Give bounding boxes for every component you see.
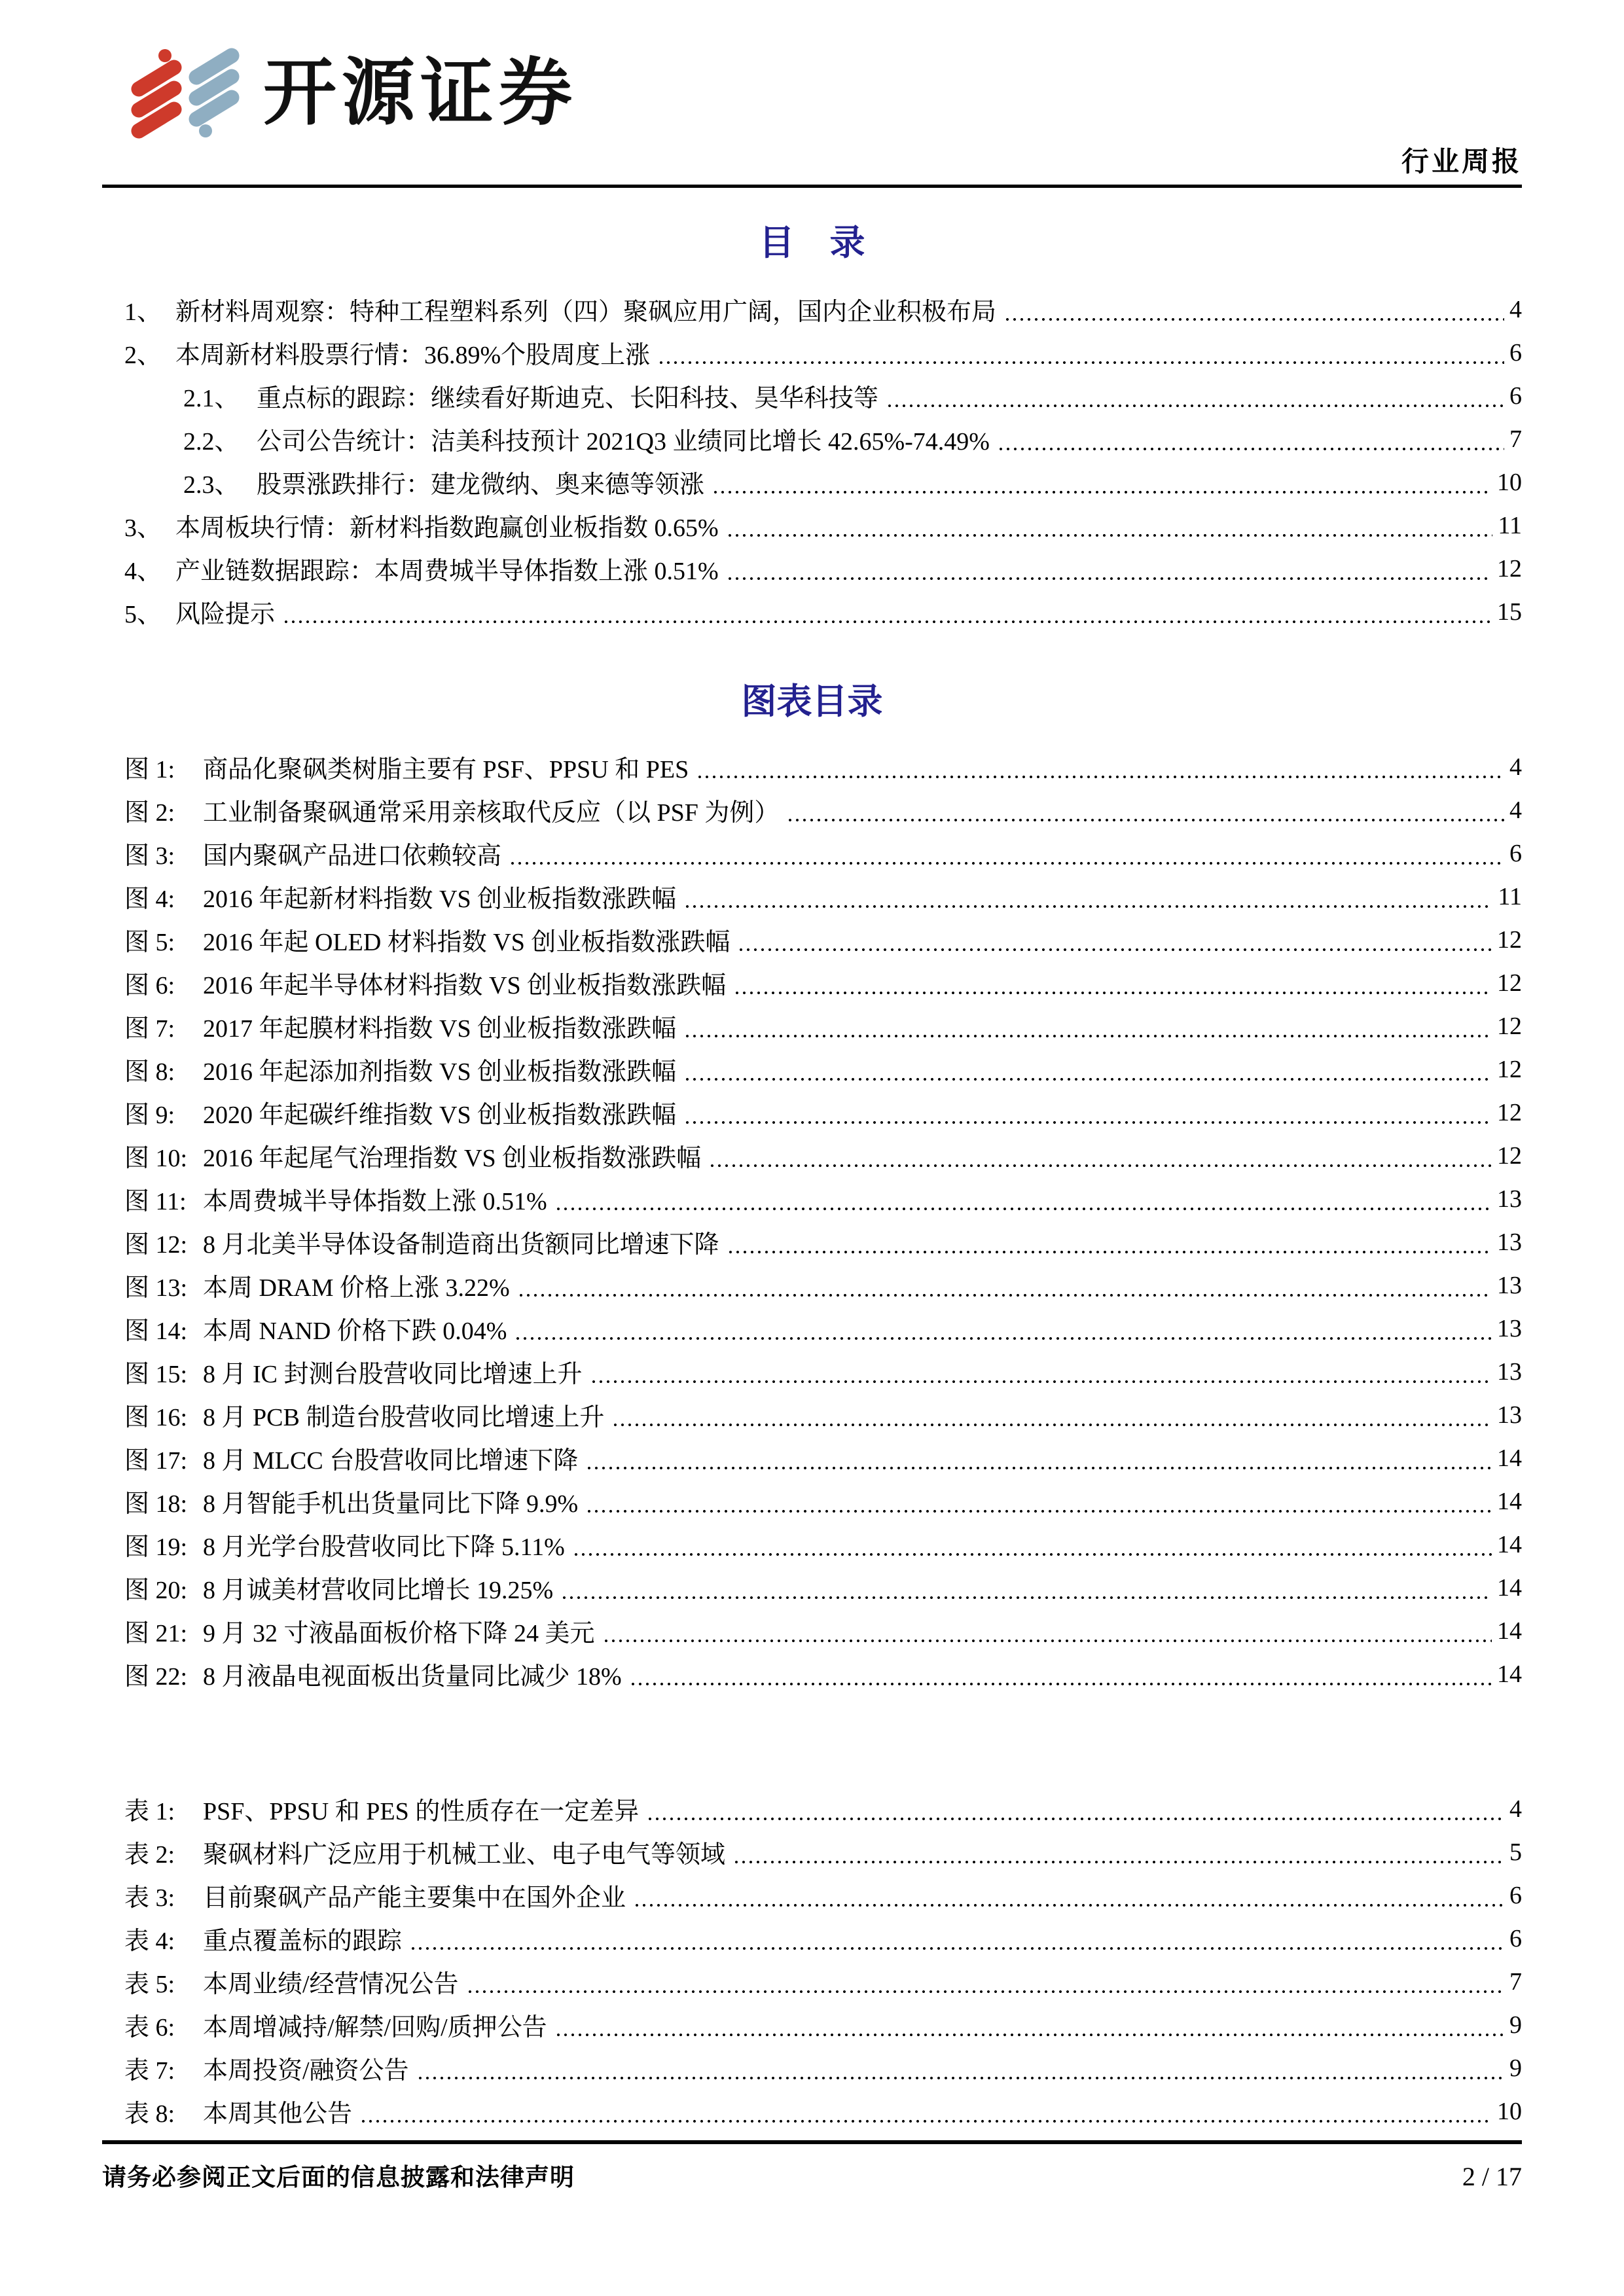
- table-entry-title: 本周业绩/经营情况公告: [203, 1971, 459, 1999]
- table-entry[interactable]: [102, 1831, 1522, 1874]
- figure-entry[interactable]: [102, 1609, 1522, 1653]
- table-entry-title: 重点覆盖标的跟踪: [203, 1928, 403, 1956]
- dot-leader: [361, 2119, 1492, 2123]
- figure-entry-page: 13: [1497, 1401, 1522, 1429]
- toc-entry-page: 11: [1498, 511, 1522, 539]
- toc-entry-page: 7: [1509, 425, 1522, 453]
- table-entry-page: 4: [1509, 1795, 1522, 1823]
- figure-entry-page: 12: [1497, 1098, 1522, 1126]
- figure-entry-page: 14: [1497, 1660, 1522, 1688]
- toc-entry-title: 本周新材料股票行情：36.89%个股周度上涨: [175, 342, 651, 370]
- figure-entry[interactable]: [102, 1566, 1522, 1609]
- figure-entry-page: 11: [1498, 882, 1522, 910]
- figure-entry[interactable]: [102, 1221, 1522, 1264]
- figure-entry-page: 13: [1497, 1314, 1522, 1342]
- figure-entry-number: 图 21:: [124, 1620, 188, 1648]
- table-entry-number: 表 4:: [124, 1928, 175, 1956]
- figure-entry-number: 图 3:: [124, 842, 175, 870]
- dot-leader: [888, 404, 1504, 408]
- figure-entry-title: 工业制备聚砜通常采用亲核取代反应（以 PSF 为例）: [203, 799, 780, 827]
- table-entry-number: 表 3:: [124, 1884, 175, 1912]
- figure-entry-page: 4: [1509, 796, 1522, 824]
- dot-leader: [519, 1293, 1492, 1297]
- figure-entry[interactable]: [102, 745, 1522, 789]
- toc-title: 目 录: [759, 223, 865, 262]
- figure-entry-title: 9 月 32 寸液晶面板价格下降 24 美元: [203, 1620, 595, 1648]
- toc-entry-number: 1、: [124, 298, 162, 327]
- figure-entry-number: 图 6:: [124, 972, 175, 1000]
- figure-entry-page: 6: [1509, 839, 1522, 867]
- dot-leader: [659, 361, 1504, 365]
- figure-entry[interactable]: [102, 1134, 1522, 1177]
- figure-entry-page: 14: [1497, 1573, 1522, 1602]
- dot-leader: [468, 1990, 1504, 1994]
- table-entry-number: 表 8:: [124, 2100, 175, 2128]
- figure-entry-title: 国内聚砜产品进口依赖较高: [203, 842, 502, 870]
- figure-entry-number: 图 16:: [124, 1404, 188, 1432]
- figure-entry-title: 2016 年起半导体材料指数 VS 创业板指数涨跌幅: [203, 972, 727, 1000]
- dot-leader: [562, 1596, 1492, 1600]
- figure-entry-page: 14: [1497, 1487, 1522, 1515]
- figure-entry-page: 14: [1497, 1617, 1522, 1645]
- figure-entry-title: 8 月液晶电视面板出货量同比减少 18%: [203, 1663, 622, 1691]
- dot-leader: [735, 991, 1492, 995]
- figure-entry[interactable]: [102, 1653, 1522, 1696]
- figure-entry-page: 14: [1497, 1444, 1522, 1472]
- toc-entry[interactable]: [102, 547, 1522, 590]
- figure-entry-number: 图 10:: [124, 1145, 188, 1173]
- figure-entry-page: 13: [1497, 1185, 1522, 1213]
- figure-entry-number: 图 7:: [124, 1015, 175, 1043]
- dot-leader: [685, 1034, 1492, 1038]
- toc-entry-page: 4: [1509, 295, 1522, 323]
- dot-leader: [788, 818, 1504, 822]
- figure-entry[interactable]: [102, 1307, 1522, 1350]
- figure-list: [102, 745, 1522, 1696]
- table-entry-number: 表 2:: [124, 1841, 175, 1869]
- toc-entry[interactable]: [102, 504, 1522, 547]
- table-entry[interactable]: [102, 1874, 1522, 1917]
- table-entry[interactable]: [102, 1960, 1522, 2003]
- dot-leader: [698, 775, 1504, 779]
- figure-entry-title: 2017 年起膜材料指数 VS 创业板指数涨跌幅: [203, 1015, 677, 1043]
- dot-leader: [556, 1207, 1492, 1211]
- figure-entry[interactable]: [102, 1480, 1522, 1523]
- dot-leader: [685, 905, 1492, 908]
- dot-leader: [728, 533, 1493, 537]
- figure-entry-title: 本周 DRAM 价格上涨 3.22%: [203, 1274, 510, 1302]
- table-entry[interactable]: [102, 2090, 1522, 2133]
- toc-entry-page: 10: [1497, 468, 1522, 496]
- table-entry-title: 本周其他公告: [203, 2100, 353, 2128]
- footer-disclaimer: 请务必参阅正文后面的信息披露和法律声明: [102, 2164, 575, 2191]
- figure-entry[interactable]: [102, 1177, 1522, 1221]
- figure-entry-page: 12: [1497, 1141, 1522, 1170]
- figure-entry-number: 图 8:: [124, 1058, 175, 1086]
- dot-leader: [511, 861, 1504, 865]
- figure-entry-title: 8 月 MLCC 台股营收同比增速下降: [203, 1447, 579, 1475]
- dot-leader: [1005, 317, 1504, 321]
- dot-leader: [713, 490, 1492, 494]
- toc-entry-number: 2、: [124, 342, 162, 370]
- table-entry[interactable]: [102, 1917, 1522, 1960]
- dot-leader: [592, 1380, 1492, 1384]
- table-entry-title: 目前聚砜产品产能主要集中在国外企业: [203, 1884, 626, 1912]
- figure-entry[interactable]: [102, 1350, 1522, 1393]
- figure-entry-number: 图 1:: [124, 756, 175, 784]
- figure-entry-number: 图 19:: [124, 1534, 188, 1562]
- toc-entry-number: 4、: [124, 558, 162, 586]
- figure-entry-page: 12: [1497, 925, 1522, 954]
- dot-leader: [648, 1817, 1504, 1821]
- toc-entry-number: 2.1、: [183, 385, 240, 413]
- figure-entry[interactable]: [102, 1264, 1522, 1307]
- page-footer: [102, 2140, 1522, 2193]
- toc-entry[interactable]: [102, 590, 1522, 634]
- figure-entry-page: 12: [1497, 969, 1522, 997]
- dot-leader: [587, 1466, 1492, 1470]
- figure-entry-title: 本周 NAND 价格下跌 0.04%: [203, 1318, 507, 1346]
- dot-leader: [999, 447, 1504, 451]
- toc-entry[interactable]: [102, 331, 1522, 374]
- figure-entry-number: 图 9:: [124, 1102, 175, 1130]
- toc-entry-title: 公司公告统计：洁美科技预计 2021Q3 业绩同比增长 42.65%-74.49%: [257, 428, 990, 456]
- chart-toc-title: 图表目录: [741, 681, 883, 721]
- dot-leader: [685, 1121, 1492, 1124]
- figure-entry[interactable]: [102, 1437, 1522, 1480]
- table-entry-page: 9: [1509, 2054, 1522, 2082]
- toc-entry-page: 15: [1497, 598, 1522, 626]
- dot-leader: [587, 1509, 1492, 1513]
- footer-page-indicator: 2 / 17: [1462, 2162, 1522, 2191]
- figure-entry-title: 2020 年起碳纤维指数 VS 创业板指数涨跌幅: [203, 1102, 677, 1130]
- table-entry[interactable]: [102, 2047, 1522, 2090]
- dot-leader: [728, 577, 1492, 581]
- toc-entry-title: 股票涨跌排行：建龙微纳、奥来德等领涨: [257, 471, 705, 499]
- header-rule: [102, 185, 1522, 188]
- figure-entry[interactable]: [102, 875, 1522, 918]
- doc-type-label: 行业周报: [1401, 147, 1522, 177]
- figure-entry[interactable]: [102, 832, 1522, 875]
- toc-entry-title: 本周板块行情：新材料指数跑赢创业板指数 0.65%: [175, 514, 719, 543]
- figure-entry-title: 本周费城半导体指数上涨 0.51%: [203, 1188, 547, 1216]
- figure-entry-number: 图 18:: [124, 1490, 188, 1518]
- dot-leader: [613, 1423, 1492, 1427]
- figure-entry-number: 图 13:: [124, 1274, 188, 1302]
- table-entry-page: 9: [1509, 2011, 1522, 2039]
- figure-entry[interactable]: [102, 1393, 1522, 1437]
- toc-entry[interactable]: [102, 374, 1522, 418]
- figure-entry-number: 图 20:: [124, 1577, 188, 1605]
- figure-entry-number: 图 11:: [124, 1188, 187, 1216]
- figure-entry-number: 图 2:: [124, 799, 175, 827]
- figure-entry-number: 图 12:: [124, 1231, 188, 1259]
- table-list: [102, 1787, 1522, 2133]
- table-entry-title: PSF、PPSU 和 PES 的性质存在一定差异: [203, 1798, 640, 1826]
- figure-entry-page: 14: [1497, 1530, 1522, 1558]
- table-entry-number: 表 5:: [124, 1971, 175, 1999]
- figure-entry-title: 8 月北美半导体设备制造商出货额同比增速下降: [203, 1231, 719, 1259]
- toc-entry-number: 2.3、: [183, 471, 240, 499]
- dot-leader: [739, 948, 1492, 952]
- toc-entry[interactable]: [102, 288, 1522, 331]
- table-entry-number: 表 1:: [124, 1798, 175, 1826]
- toc-entry-number: 3、: [124, 514, 162, 543]
- figure-entry-title: 8 月 PCB 制造台股营收同比增速上升: [203, 1404, 605, 1432]
- table-entry-number: 表 6:: [124, 2014, 175, 2042]
- toc-entry-title: 风险提示: [175, 601, 276, 629]
- figure-entry-title: 8 月光学台股营收同比下降 5.11%: [203, 1534, 565, 1562]
- dot-leader: [631, 1682, 1492, 1686]
- toc-entry-page: 6: [1509, 382, 1522, 410]
- dot-leader: [635, 1903, 1504, 1907]
- figure-entry-page: 12: [1497, 1012, 1522, 1040]
- figure-entry[interactable]: [102, 1091, 1522, 1134]
- figure-entry[interactable]: [102, 1005, 1522, 1048]
- dot-leader: [411, 1946, 1504, 1950]
- dot-leader: [734, 1860, 1504, 1864]
- figure-entry[interactable]: [102, 918, 1522, 961]
- figure-entry-title: 2016 年起尾气治理指数 VS 创业板指数涨跌幅: [203, 1145, 702, 1173]
- figure-entry-page: 12: [1497, 1055, 1522, 1083]
- toc-entry-page: 12: [1497, 554, 1522, 583]
- dot-leader: [574, 1552, 1492, 1556]
- table-entry[interactable]: [102, 1787, 1522, 1831]
- toc-entry-page: 6: [1509, 338, 1522, 367]
- figure-entry-number: 图 4:: [124, 886, 175, 914]
- figure-entry-number: 图 22:: [124, 1663, 188, 1691]
- figure-entry[interactable]: [102, 961, 1522, 1005]
- table-entry-page: 5: [1509, 1838, 1522, 1866]
- table-entry-page: 10: [1497, 2097, 1522, 2125]
- figure-entry-title: 2016 年起 OLED 材料指数 VS 创业板指数涨跌幅: [203, 929, 731, 957]
- toc-entry[interactable]: [102, 418, 1522, 461]
- figure-entry-title: 8 月诚美材营收同比增长 19.25%: [203, 1577, 554, 1605]
- figure-entry-title: 2016 年起新材料指数 VS 创业板指数涨跌幅: [203, 886, 677, 914]
- dot-leader: [710, 1164, 1492, 1168]
- figure-entry[interactable]: [102, 789, 1522, 832]
- dot-leader: [516, 1336, 1492, 1340]
- figure-entry-title: 8 月智能手机出货量同比下降 9.9%: [203, 1490, 579, 1518]
- double-wheat-stripes-icon: [128, 47, 244, 139]
- figure-entry[interactable]: [102, 1523, 1522, 1566]
- table-entry-number: 表 7:: [124, 2057, 175, 2085]
- figure-entry[interactable]: [102, 1048, 1522, 1091]
- figure-entry-page: 13: [1497, 1271, 1522, 1299]
- figure-entry-number: 图 17:: [124, 1447, 188, 1475]
- figure-entry-page: 13: [1497, 1357, 1522, 1386]
- toc-entry-title: 重点标的跟踪：继续看好斯迪克、长阳科技、昊华科技等: [257, 385, 879, 413]
- figure-entry-title: 8 月 IC 封测台股营收同比增速上升: [203, 1361, 583, 1389]
- table-entry[interactable]: [102, 2003, 1522, 2047]
- toc-entry-title: 产业链数据跟踪：本周费城半导体指数上涨 0.51%: [175, 558, 719, 586]
- table-entry-page: 6: [1509, 1881, 1522, 1909]
- brand-logo: [128, 47, 577, 139]
- figure-entry-page: 4: [1509, 753, 1522, 781]
- figure-entry-title: 2016 年起添加剂指数 VS 创业板指数涨跌幅: [203, 1058, 677, 1086]
- dot-leader: [556, 2033, 1504, 2037]
- figure-entry-number: 图 14:: [124, 1318, 188, 1346]
- dot-leader: [604, 1639, 1492, 1643]
- dot-leader: [729, 1250, 1492, 1254]
- figure-entry-number: 图 15:: [124, 1361, 188, 1389]
- dot-leader: [418, 2076, 1504, 2080]
- toc-entry[interactable]: [102, 461, 1522, 504]
- dot-leader: [284, 620, 1492, 624]
- brand-name: 开源证券: [263, 52, 577, 134]
- table-entry-page: 7: [1509, 1967, 1522, 1996]
- table-entry-title: 聚砜材料广泛应用于机械工业、电子电气等领域: [203, 1841, 726, 1869]
- toc-list: [102, 288, 1522, 634]
- figure-entry-page: 13: [1497, 1228, 1522, 1256]
- toc-entry-number: 5、: [124, 601, 162, 629]
- figure-entry-title: 商品化聚砜类树脂主要有 PSF、PPSU 和 PES: [203, 756, 689, 784]
- table-entry-title: 本周投资/融资公告: [203, 2057, 409, 2085]
- masthead: [102, 0, 1522, 185]
- table-entry-title: 本周增减持/解禁/回购/质押公告: [203, 2014, 547, 2042]
- toc-entry-number: 2.2、: [183, 428, 240, 456]
- figure-entry-number: 图 5:: [124, 929, 175, 957]
- toc-entry-title: 新材料周观察：特种工程塑料系列（四）聚砜应用广阔，国内企业积极布局: [175, 298, 997, 327]
- dot-leader: [685, 1077, 1492, 1081]
- table-entry-page: 6: [1509, 1924, 1522, 1952]
